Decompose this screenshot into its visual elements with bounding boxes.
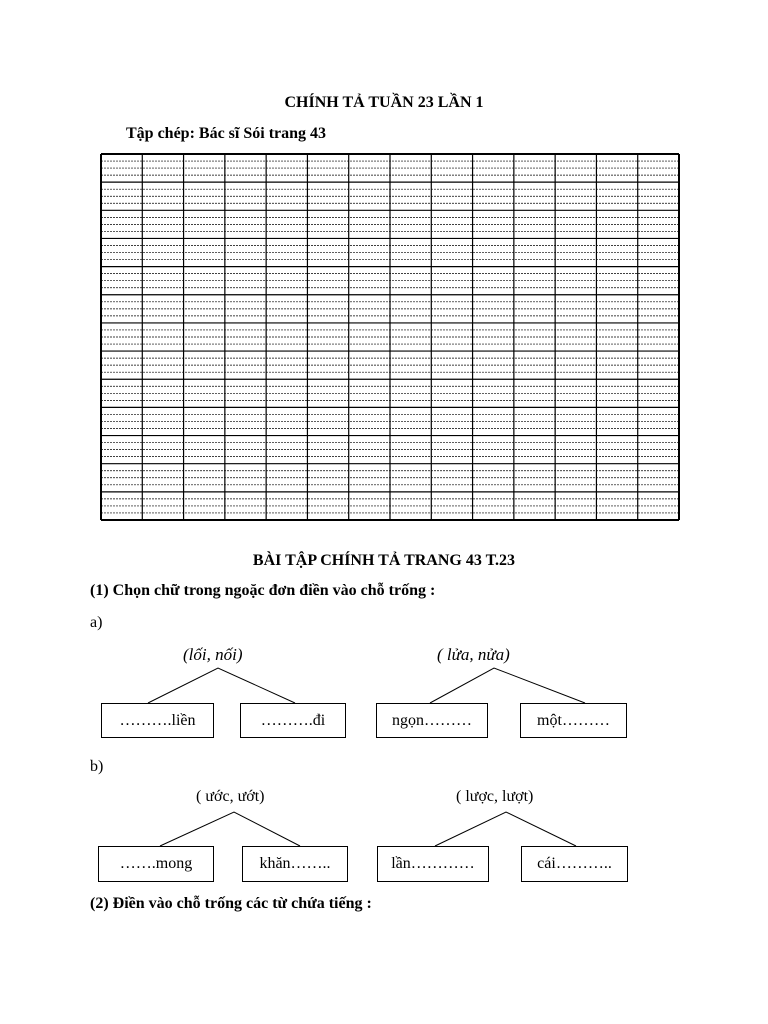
choices-lua-nua: ( lửa, nửa) (437, 645, 510, 664)
choices-loi-noi: (lối, nối) (183, 645, 243, 664)
choices-luoc-luot: ( lược, lượt) (456, 788, 534, 805)
part-b-label: b) (90, 758, 104, 775)
fill-box-b2[interactable]: khăn…….. (242, 846, 348, 882)
choices-uoc-uot: ( ước, ướt) (196, 788, 265, 805)
exercise-title: BÀI TẬP CHÍNH TẢ TRANG 43 T.23 (252, 552, 516, 569)
fill-box-a2[interactable]: ……….đi (240, 703, 346, 738)
fill-box-a1[interactable]: ……….liền (101, 703, 214, 738)
fill-box-a4[interactable]: một……… (520, 703, 627, 738)
q2-prompt: (2) Điền vào chỗ trống các từ chứa tiếng : (90, 895, 372, 912)
fill-box-b4[interactable]: cái……….. (521, 846, 628, 882)
page-title: CHÍNH TẢ TUẦN 23 LẦN 1 (284, 94, 484, 111)
fill-box-b1[interactable]: …….mong (98, 846, 214, 882)
q1-prompt: (1) Chọn chữ trong ngoặc đơn điền vào chỗ trống : (90, 582, 436, 599)
fill-box-b3[interactable]: lần………… (377, 846, 489, 882)
copy-task-heading: Tập chép: Bác sĩ Sói trang 43 (126, 125, 327, 142)
fill-box-a3[interactable]: ngọn……… (376, 703, 488, 738)
part-a-label: a) (90, 614, 103, 631)
